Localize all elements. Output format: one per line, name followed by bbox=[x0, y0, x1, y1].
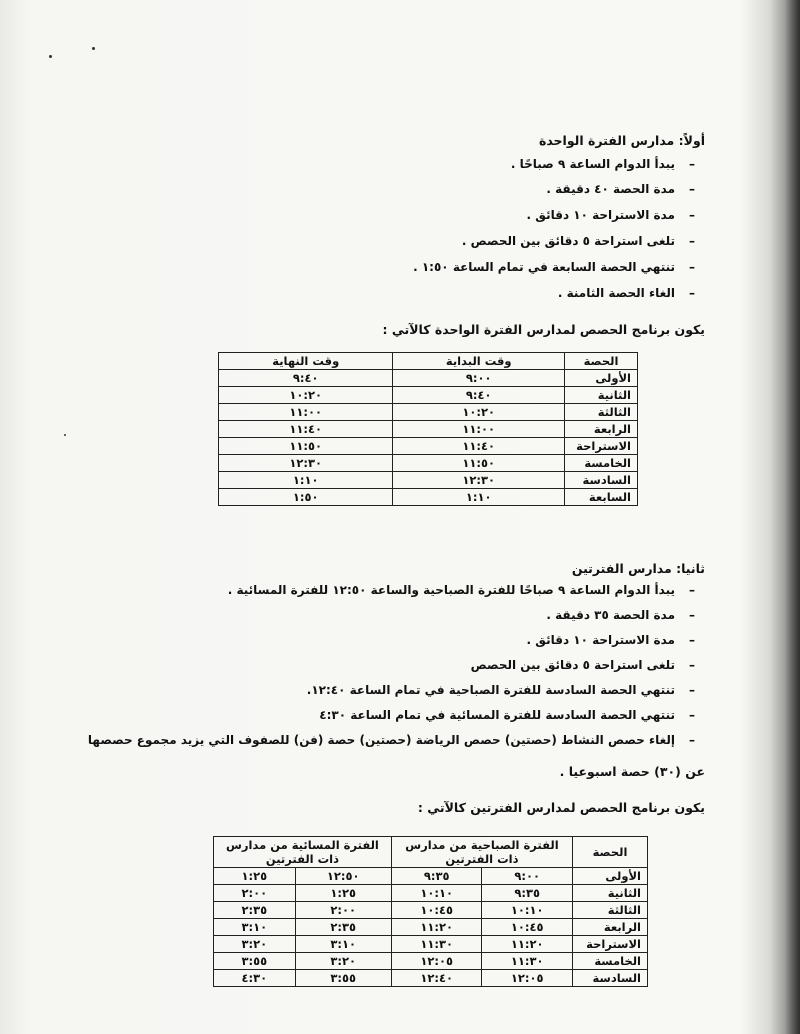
two-shift-schedule-table bbox=[213, 836, 648, 987]
list-item: – مدة الحصة ٣٥ دقيقة . bbox=[88, 608, 695, 633]
table-row bbox=[219, 489, 638, 506]
period-name: الثالثة bbox=[565, 404, 638, 421]
morning-end: ١٢:٠٥ bbox=[391, 953, 482, 970]
period-name: الثالثة bbox=[573, 902, 648, 919]
table-row bbox=[219, 370, 638, 387]
morning-start: ١٠:٤٥ bbox=[482, 919, 573, 936]
evening-end: ٢:٠٠ bbox=[214, 885, 296, 902]
table-row bbox=[214, 970, 648, 987]
table-row bbox=[219, 387, 638, 404]
column-header-end-time: وقت النهاية bbox=[219, 353, 393, 370]
period-name: الأولى bbox=[573, 868, 648, 885]
table-row bbox=[214, 953, 648, 970]
evening-end: ٣:٢٠ bbox=[214, 936, 296, 953]
list-item: – مدة الاستراحة ١٠ دقائق . bbox=[88, 633, 695, 658]
list-item: – يبدأ الدوام الساعة ٩ صباحًا للفترة الصباحية والساعة ١٢:٥٠ للفترة المسائية . bbox=[88, 583, 695, 608]
period-name: الرابعة bbox=[573, 919, 648, 936]
section2-heading: ثانيا: مدارس الفترتين bbox=[571, 561, 705, 576]
morning-end: ١١:٣٠ bbox=[391, 936, 482, 953]
period-name: السادسة bbox=[573, 970, 648, 987]
period-name: الثانية bbox=[565, 387, 638, 404]
table-row bbox=[219, 438, 638, 455]
list-item: – الغاء الحصة الثامنة . bbox=[413, 286, 695, 312]
evening-end: ٣:٥٥ bbox=[214, 953, 296, 970]
column-header-morning-shift: الفترة الصباحية من مدارس ذات الفترتين bbox=[391, 837, 572, 868]
evening-end: ٢:٣٥ bbox=[214, 902, 296, 919]
table-row bbox=[219, 455, 638, 472]
list-item: – مدة الاستراحة ١٠ دقائق . bbox=[413, 208, 695, 234]
end-time: ١١:٠٠ bbox=[219, 404, 393, 421]
start-time: ١:١٠ bbox=[393, 489, 565, 506]
period-name: السابعة bbox=[565, 489, 638, 506]
table-row bbox=[214, 885, 648, 902]
list-item: – تنتهي الحصة السادسة للفترة المسائية في تمام الساعة ٤:٣٠ bbox=[88, 708, 695, 733]
start-time: ٩:٤٠ bbox=[393, 387, 565, 404]
table-row bbox=[219, 472, 638, 489]
period-name: الاستراحة bbox=[573, 936, 648, 953]
evening-end: ٣:١٠ bbox=[214, 919, 296, 936]
table-row bbox=[214, 936, 648, 953]
table-row bbox=[214, 868, 648, 885]
morning-start: ١١:٢٠ bbox=[482, 936, 573, 953]
evening-start: ٣:٥٥ bbox=[295, 970, 391, 987]
evening-start: ٢:٠٠ bbox=[295, 902, 391, 919]
period-name: الأولى bbox=[565, 370, 638, 387]
period-name: الاستراحة bbox=[565, 438, 638, 455]
end-time: ٩:٤٠ bbox=[219, 370, 393, 387]
section1-bullet-list bbox=[413, 157, 695, 312]
morning-start: ١٢:٠٥ bbox=[482, 970, 573, 987]
column-header-period: الحصة bbox=[565, 353, 638, 370]
table-row bbox=[214, 919, 648, 936]
end-time: ١٠:٢٠ bbox=[219, 387, 393, 404]
section1-heading: أولاً: مدارس الفترة الواحدة bbox=[538, 133, 705, 148]
start-time: ١١:٥٠ bbox=[393, 455, 565, 472]
column-header-evening-shift: الفترة المسائية من مدارس ذات الفترتين bbox=[214, 837, 392, 868]
start-time: ١٢:٣٠ bbox=[393, 472, 565, 489]
morning-end: ٩:٣٥ bbox=[391, 868, 482, 885]
evening-start: ٢:٣٥ bbox=[295, 919, 391, 936]
evening-start: ١:٢٥ bbox=[295, 885, 391, 902]
period-name: الرابعة bbox=[565, 421, 638, 438]
morning-end: ١٢:٤٠ bbox=[391, 970, 482, 987]
table-header-row bbox=[219, 353, 638, 370]
column-header-period: الحصة bbox=[573, 837, 648, 868]
evening-start: ٣:١٠ bbox=[295, 936, 391, 953]
list-item: – إلغاء حصص النشاط (حصتين) حصص الرياضة (حصتين) حصة (فن) للصفوف التي يزيد مجموع حصصها bbox=[88, 733, 695, 758]
list-item: – تلغى استراحة ٥ دقائق بين الحصص bbox=[88, 658, 695, 683]
table-row bbox=[219, 421, 638, 438]
single-shift-schedule-table bbox=[218, 352, 638, 506]
table-header-row bbox=[214, 837, 648, 868]
table-row bbox=[219, 404, 638, 421]
end-time: ١:١٠ bbox=[219, 472, 393, 489]
evening-start: ١٢:٥٠ bbox=[295, 868, 391, 885]
evening-end: ٤:٣٠ bbox=[214, 970, 296, 987]
table-row bbox=[214, 902, 648, 919]
period-name: السادسة bbox=[565, 472, 638, 489]
section2-bullet-continuation: عن (٣٠) حصة اسبوعيا . bbox=[559, 764, 705, 779]
list-item: – تنتهي الحصة السادسة للفترة الصباحية في تمام الساعة ١٢:٤٠. bbox=[88, 683, 695, 708]
column-header-start-time: وقت البداية bbox=[393, 353, 565, 370]
end-time: ١١:٤٠ bbox=[219, 421, 393, 438]
period-name: الخامسة bbox=[573, 953, 648, 970]
morning-start: ١١:٣٠ bbox=[482, 953, 573, 970]
end-time: ١٢:٣٠ bbox=[219, 455, 393, 472]
start-time: ١١:٤٠ bbox=[393, 438, 565, 455]
morning-end: ١٠:١٠ bbox=[391, 885, 482, 902]
list-item: – يبدأ الدوام الساعة ٩ صباحًا . bbox=[413, 157, 695, 182]
morning-start: ٩:٠٠ bbox=[482, 868, 573, 885]
morning-start: ١٠:١٠ bbox=[482, 902, 573, 919]
morning-start: ٩:٣٥ bbox=[482, 885, 573, 902]
section2-bullet-list bbox=[88, 583, 695, 758]
section1-table-intro: يكون برنامج الحصص لمدارس الفترة الواحدة كالآتي : bbox=[382, 322, 705, 337]
period-name: الخامسة bbox=[565, 455, 638, 472]
evening-end: ١:٢٥ bbox=[214, 868, 296, 885]
end-time: ١:٥٠ bbox=[219, 489, 393, 506]
morning-end: ١٠:٤٥ bbox=[391, 902, 482, 919]
morning-end: ١١:٢٠ bbox=[391, 919, 482, 936]
end-time: ١١:٥٠ bbox=[219, 438, 393, 455]
list-item: – تنتهي الحصة السابعة في تمام الساعة ١:٥٠ . bbox=[413, 260, 695, 286]
start-time: ١١:٠٠ bbox=[393, 421, 565, 438]
list-item: – تلغى استراحة ٥ دقائق بين الحصص . bbox=[413, 234, 695, 260]
evening-start: ٣:٢٠ bbox=[295, 953, 391, 970]
start-time: ٩:٠٠ bbox=[393, 370, 565, 387]
period-name: الثانية bbox=[573, 885, 648, 902]
start-time: ١٠:٢٠ bbox=[393, 404, 565, 421]
section2-table-intro: يكون برنامج الحصص لمدارس الفترتين كالآتي : bbox=[417, 800, 705, 815]
list-item: – مدة الحصة ٤٠ دقيقة . bbox=[413, 182, 695, 208]
